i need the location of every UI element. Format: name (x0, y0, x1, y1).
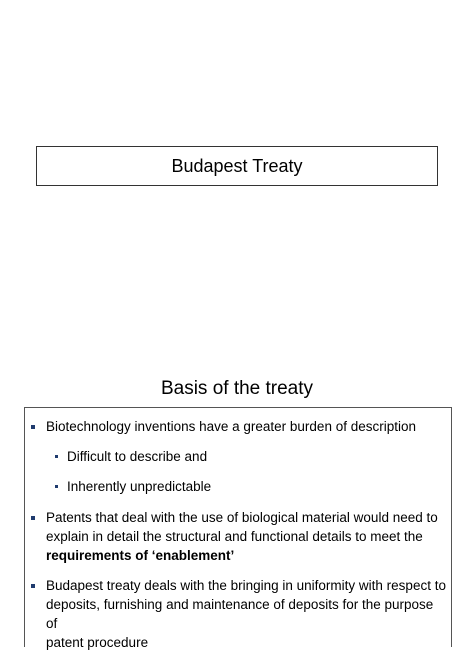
slide-heading: Basis of the treaty (160, 378, 314, 399)
bullet-text: Biotechnology inventions have a greater burden of description (46, 419, 416, 434)
slide-title-box (36, 146, 438, 186)
bullet-marker-icon (31, 584, 35, 588)
bullet-text-line: Patents that deal with the use of biological material would need to (46, 510, 438, 525)
bullet-text-line: patent procedure (46, 635, 149, 650)
bullet-item (46, 508, 446, 565)
bullet-text-line: explain in detail the structural and functional details to meet the (46, 529, 423, 544)
slide-title: Budapest Treaty (171, 155, 303, 176)
sub-bullet-text: Inherently unpredictable (67, 479, 212, 494)
bullet-text-line: Budapest treaty deals with the bringing in uniformity with respect to (46, 578, 446, 593)
bullet-item (46, 576, 446, 652)
bullet-marker-icon (31, 516, 35, 520)
sub-bullet-item (67, 477, 211, 496)
sub-bullet-item (67, 447, 207, 466)
sub-bullet-text: Difficult to describe and (67, 449, 208, 464)
bullet-text-line: deposits, furnishing and maintenance of deposits for the purpose of (46, 597, 434, 631)
bullet-marker-icon (31, 425, 35, 429)
sub-bullet-marker-icon (55, 485, 58, 488)
bullet-text-bold: requirements of ‘enablement’ (46, 548, 235, 563)
sub-bullet-marker-icon (55, 455, 58, 458)
bullet-item (46, 417, 416, 436)
